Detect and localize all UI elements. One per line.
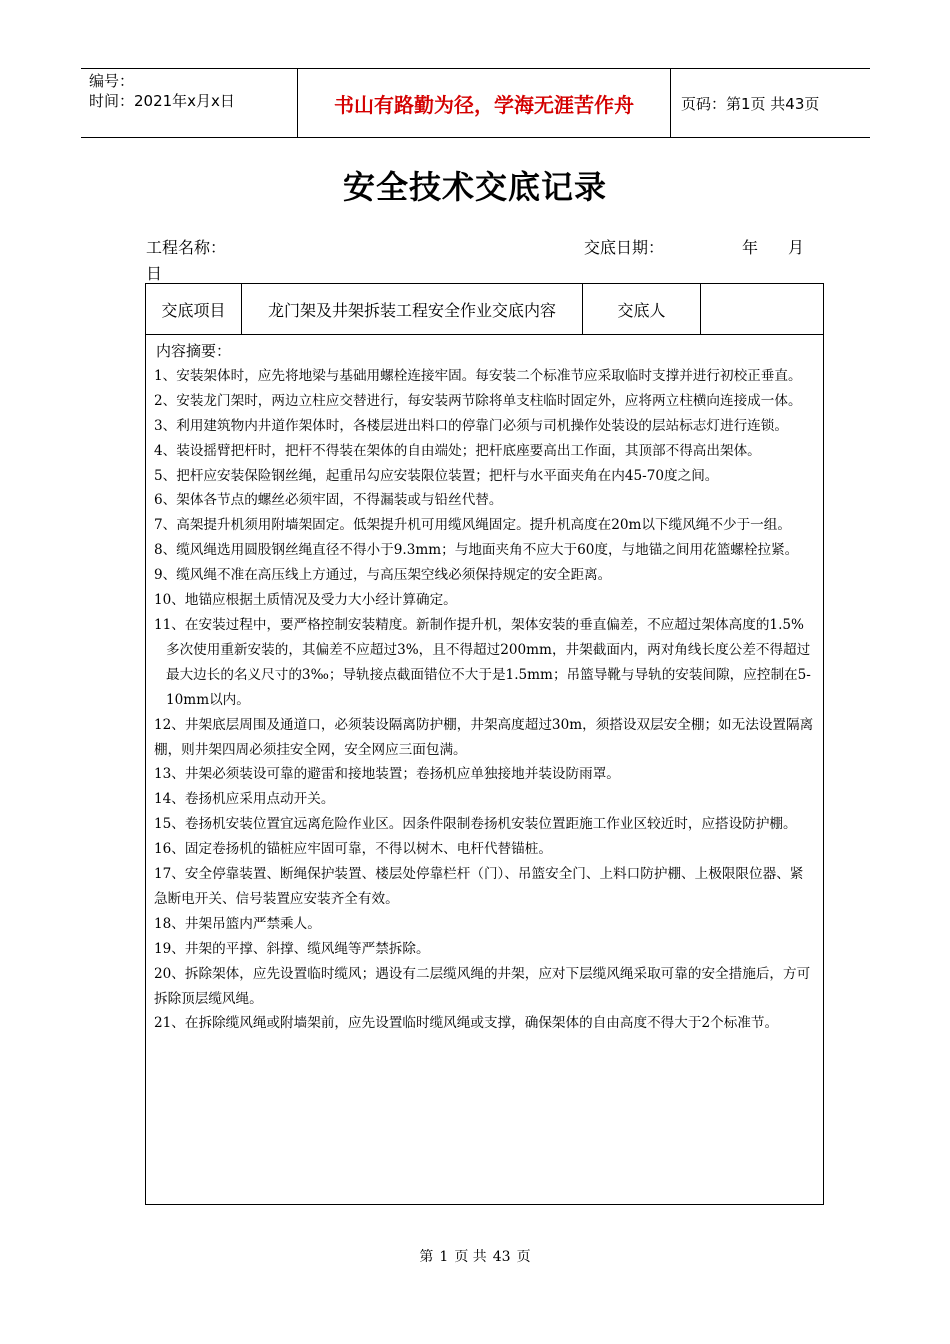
list-item: 多次使用重新安装的，其偏差不应超过3%，且不得超过200mm，井架截面内，两对角线长度公差不得超过最大边长的名义尺寸的3‰；导轨接点截面错位不大于是1.5mm；吊篮导靴与导轨的安装间隙，应控制在5-10mm以内。	[166, 641, 811, 708]
list-item: 13、井架必须装设可靠的避雷和接地装置；卷扬机应单独接地并装设防雨罩。	[154, 766, 620, 783]
footer-prefix: 第	[419, 1249, 434, 1265]
number-label: 编号：	[89, 72, 135, 90]
day-label: 日	[146, 264, 163, 283]
footer-total: 43	[492, 1249, 511, 1265]
footer-suffix: 页	[516, 1249, 531, 1265]
list-item: 15、卷扬机安装位置宜远离危险作业区。因条件限制卷扬机安装位置距施工作业区较近时，应搭设防护棚。	[154, 816, 797, 833]
project-name-label: 工程名称：	[146, 238, 227, 257]
list-item: 9、缆风绳不准在高压线上方通过，与高压架空线必须保持规定的安全距离。	[154, 567, 612, 584]
list-item: 8、缆风绳选用圆股钢丝绳直径不得小于9.3mm；与地面夹角不应大于60度，与地锚之间用花篮螺栓拉紧。	[154, 542, 799, 559]
list-item: 16、固定卷扬机的锚桩应牢固可靠，不得以树木、电杆代替锚桩。	[154, 841, 552, 858]
list-item: 19、井架的平撑、斜撑、缆风绳等严禁拆除。	[154, 940, 430, 957]
list-item: 4、装设摇臂把杆时，把杆不得装在架体的自由端处；把杆底座要高出工作面，其顶部不得高出架体。	[154, 442, 761, 459]
list-item: 2、安装龙门架时，两边立柱应交替进行，每安装两节除将单支柱临时固定外，应将两立柱横向连接成一体。	[154, 392, 802, 409]
list-item: 20、拆除架体，应先设置临时缆风；遇设有二层缆风绳的井架，应对下层缆风绳采取可靠的安全措施后，方可拆除顶层缆风绳。	[154, 965, 811, 1007]
summary-label: 内容摘要：	[156, 342, 232, 360]
list-item: 12、井架底层周围及通道口，必须装设隔离防护棚，井架高度超过30m，须搭设双层安全棚；如无法设置隔离棚，则井架四周必须挂安全网，安全网应三面包满。	[154, 716, 814, 758]
year-label: 年	[742, 238, 759, 257]
date-label: 交底日期：	[584, 238, 665, 257]
list-item: 7、高架提升机须用附墙架固定。低架提升机可用缆风绳固定。提升机高度在20m以下缆风绳不少于一组。	[154, 517, 791, 534]
footer-page: 1	[439, 1249, 449, 1265]
list-item: 6、架体各节点的螺丝必须牢固，不得漏装或与铅丝代替。	[154, 492, 503, 509]
list-item: 14、卷扬机应采用点动开关。	[154, 791, 335, 808]
page-info: 页码：第1页 共43页	[681, 94, 820, 113]
list-item: 10、地锚应根据土质情况及受力大小经计算确定。	[154, 592, 457, 609]
motto: 书山有路勤为径，学海无涯苦作舟	[297, 69, 671, 137]
footer-mid: 页 共	[454, 1249, 487, 1265]
disclosure-table	[145, 283, 824, 1205]
time-label: 时间：2021年x月x日	[89, 92, 235, 110]
meta-block	[146, 235, 826, 287]
month-label: 月	[788, 238, 805, 257]
list-item: 3、利用建筑物内井道作架体时，各楼层进出料口的停靠门必须与司机操作处装设的层站标志灯进行连锁。	[154, 417, 788, 434]
page-title: 安全技术交底记录	[342, 168, 607, 206]
item-value-cell: 龙门架及井架拆装工程安全作业交底内容	[242, 284, 583, 334]
list-item: 21、在拆除缆风绳或附墙架前，应先设置临时缆风绳或支撑，确保架体的自由高度不得大于2个标准节。	[154, 1015, 779, 1032]
item-label-cell: 交底项目	[146, 284, 242, 334]
person-value-cell	[701, 284, 823, 334]
list-item: 18、井架吊篮内严禁乘人。	[154, 915, 321, 932]
list-item: 1、安装架体时，应先将地梁与基础用螺栓连接牢固。每安装二个标准节应采取临时支撑并进行初校正垂直。	[154, 367, 802, 384]
list-item: 5、把杆应安装保险钢丝绳，起重吊勾应安装限位装置；把杆与水平面夹角在内45-70度之间。	[154, 467, 719, 484]
header-left-cell	[81, 69, 297, 137]
document-header	[81, 68, 870, 138]
content-summary	[146, 335, 823, 1036]
person-label-cell: 交底人	[583, 284, 701, 334]
table-header-row	[146, 284, 823, 335]
list-item: 11、在安装过程中，要严格控制安装精度。新制作提升机，架体安装的垂直偏差，不应超过架体高度的1.5%	[154, 616, 804, 633]
page-footer	[0, 1246, 950, 1266]
list-item: 17、安全停靠装置、断绳保护装置、楼层处停靠栏杆（门）、吊篮安全门、上料口防护棚、上极限限位器、紧急断电开关、信号装置应安装齐全有效。	[154, 866, 804, 907]
